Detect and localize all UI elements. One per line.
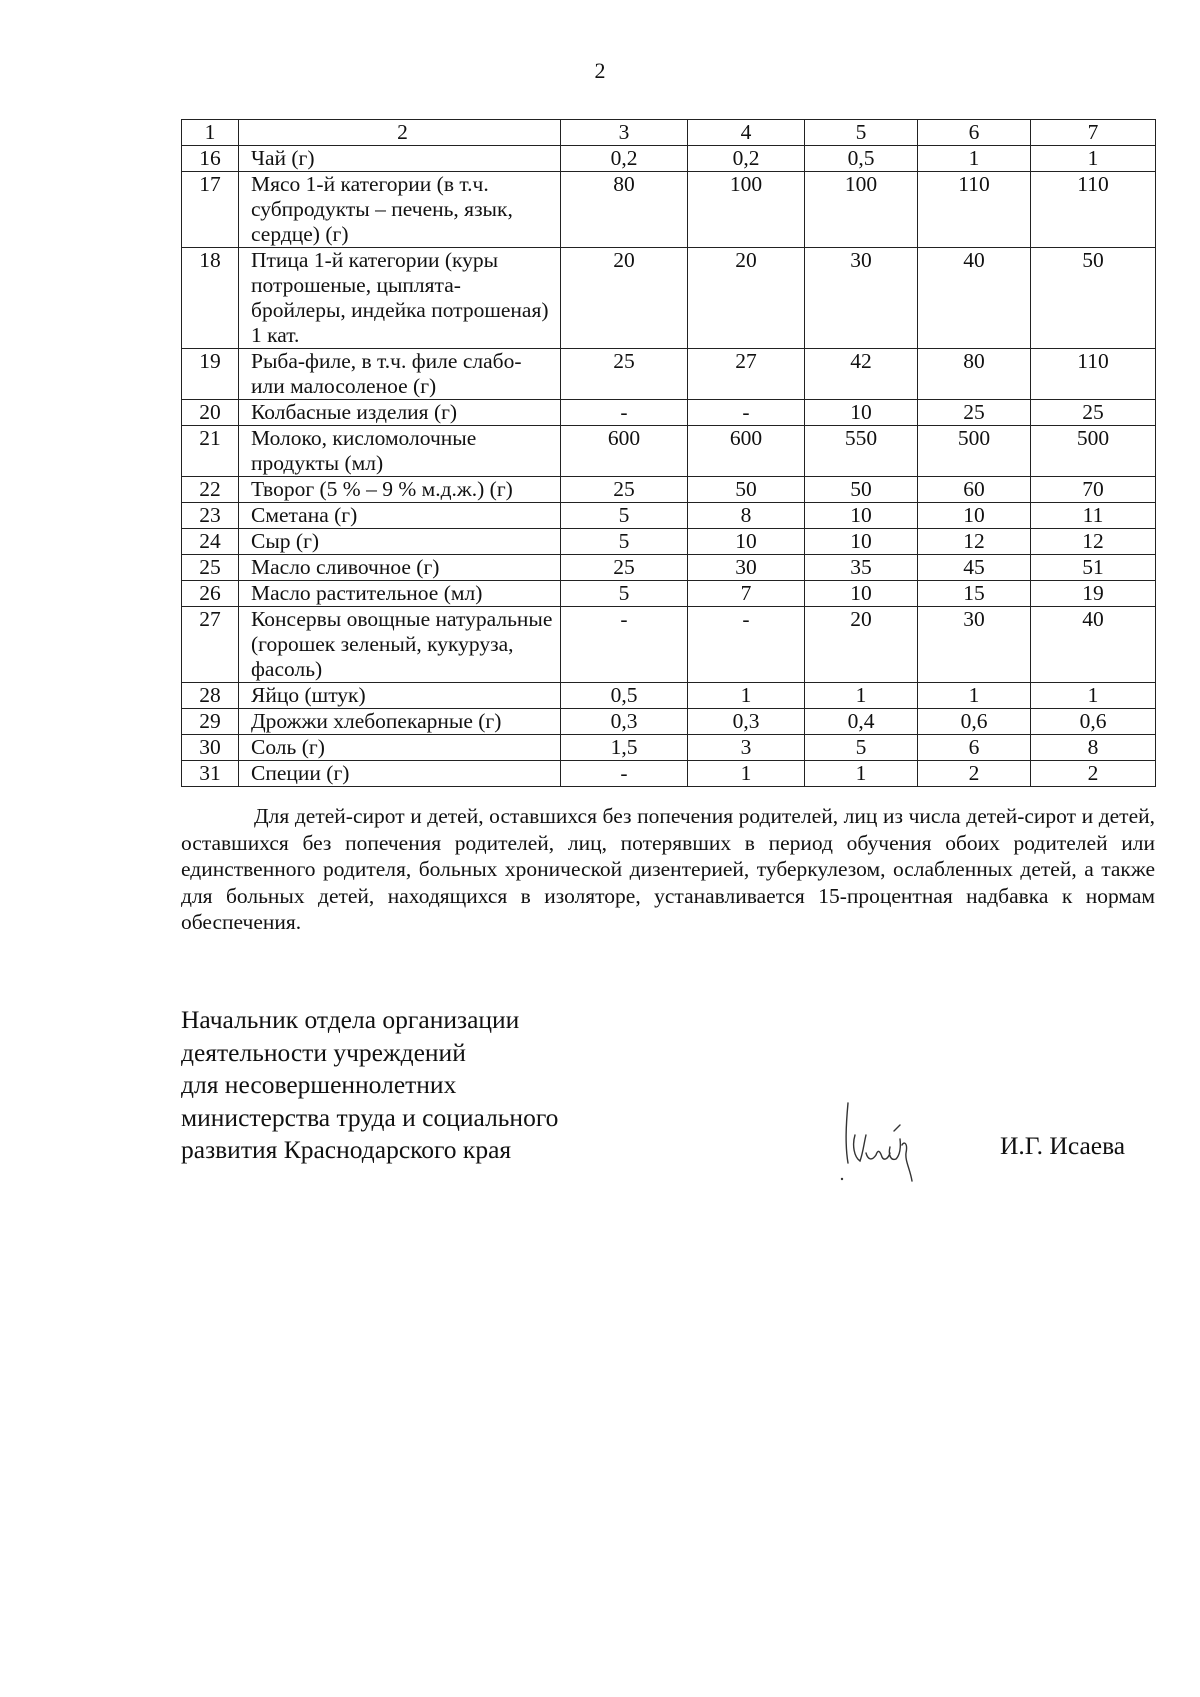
norm-value-cell: 10 [805,529,918,555]
norm-value-cell: 0,2 [688,146,805,172]
table-row [182,426,1156,477]
norm-value-cell: 8 [1031,735,1156,761]
norm-value-cell: 2 [918,761,1031,787]
product-name-cell: Творог (5 % – 9 % м.д.ж.) (г) [239,477,561,503]
row-number-cell: 27 [182,607,239,683]
row-number-cell: 28 [182,683,239,709]
norm-value-cell: 100 [805,172,918,248]
product-name-cell: Птица 1-й категории (куры потрошеные, цыплята-бройлеры, индейка потрошеная) 1 кат. [239,248,561,349]
norm-value-cell: 1 [688,761,805,787]
norm-value-cell: 6 [918,120,1031,146]
product-name-cell: Соль (г) [239,735,561,761]
table-row [182,400,1156,426]
signatory-position-line: деятельности учреждений [181,1037,466,1067]
norm-value-cell: 30 [918,607,1031,683]
norm-value-cell: 110 [1031,349,1156,400]
product-name-cell: Молоко, кисломолочные продукты (мл) [239,426,561,477]
norm-value-cell: 30 [805,248,918,349]
norm-value-cell: 70 [1031,477,1156,503]
table-row [182,349,1156,400]
row-number-cell: 31 [182,761,239,787]
product-name-cell: Мясо 1-й категории (в т.ч. субпродукты – печень, язык, сердце) (г) [239,172,561,248]
table-header-row [182,120,1156,146]
norm-value-cell: 25 [561,477,688,503]
norm-value-cell: 100 [688,172,805,248]
table-row [182,529,1156,555]
norm-value-cell: 45 [918,555,1031,581]
product-name-cell: Рыба-филе, в т.ч. филе слабо- или малосоленое (г) [239,349,561,400]
norm-value-cell: 8 [688,503,805,529]
food-norms-table [181,119,1156,787]
norm-value-cell: 1,5 [561,735,688,761]
norm-value-cell: 30 [688,555,805,581]
signatory-position-line: Начальник отдела организации [181,1005,520,1034]
row-number-cell: 20 [182,400,239,426]
product-name-cell: Консервы овощные натуральные (горошек зеленый, кукуруза, фасоль) [239,607,561,683]
norm-value-cell: 11 [1031,503,1156,529]
table-row [182,607,1156,683]
table-row [182,761,1156,787]
norm-value-cell: 80 [918,349,1031,400]
norm-value-cell: 20 [805,607,918,683]
product-name-cell: Чай (г) [239,146,561,172]
norm-value-cell: 600 [688,426,805,477]
row-number-cell: 21 [182,426,239,477]
norm-value-cell: 12 [1031,529,1156,555]
norm-value-cell: 60 [918,477,1031,503]
norm-value-cell: 0,3 [561,709,688,735]
norm-value-cell: 3 [561,120,688,146]
row-number-cell: 26 [182,581,239,607]
table-row [182,248,1156,349]
product-name-cell: Сметана (г) [239,503,561,529]
product-name-cell: Сыр (г) [239,529,561,555]
norm-value-cell: 6 [918,735,1031,761]
product-name-cell: Дрожжи хлебопекарные (г) [239,709,561,735]
norm-value-cell: 27 [688,349,805,400]
norm-value-cell: 600 [561,426,688,477]
norm-value-cell: 550 [805,426,918,477]
norm-value-cell: 2 [1031,761,1156,787]
norm-value-cell: 20 [561,248,688,349]
product-name-cell: Яйцо (штук) [239,683,561,709]
signatory-position-line: для несовершеннолетних [181,1070,457,1099]
norm-value-cell: 5 [805,735,918,761]
norm-value-cell: 10 [805,503,918,529]
norm-value-cell: 5 [561,529,688,555]
norm-value-cell: 25 [561,349,688,400]
norm-value-cell: 1 [1031,146,1156,172]
table-row [182,555,1156,581]
norm-value-cell: 0,3 [688,709,805,735]
table-row [182,735,1156,761]
norm-value-cell: 10 [805,400,918,426]
norm-value-cell: 25 [561,555,688,581]
table-row [182,503,1156,529]
signer-name: И.Г. Исаева [1000,1131,1126,1160]
norm-value-cell: 0,6 [1031,709,1156,735]
norm-value-cell: 110 [918,172,1031,248]
signatory-position [181,1004,558,1167]
norm-value-cell: 10 [918,503,1031,529]
norm-value-cell: 1 [805,761,918,787]
page-number: 2 [594,58,606,83]
norm-value-cell: 42 [805,349,918,400]
norm-value-cell: 1 [918,146,1031,172]
row-number-cell: 18 [182,248,239,349]
table-row [182,709,1156,735]
signatory-position-line: министерства труда и социального [181,1102,559,1132]
norm-value-cell: 1 [1031,683,1156,709]
table-row [182,477,1156,503]
product-name-cell: Масло растительное (мл) [239,581,561,607]
norm-value-cell: 110 [1031,172,1156,248]
norm-value-cell: 7 [1031,120,1156,146]
norm-value-cell: 12 [918,529,1031,555]
norm-value-cell: 1 [918,683,1031,709]
product-name-cell: 2 [239,120,561,146]
norm-value-cell: 50 [688,477,805,503]
norm-value-cell: 0,6 [918,709,1031,735]
norm-value-cell: 80 [561,172,688,248]
row-number-cell: 25 [182,555,239,581]
row-number-cell: 29 [182,709,239,735]
norm-value-cell: 5 [805,120,918,146]
norm-value-cell: 0,5 [805,146,918,172]
row-number-cell: 30 [182,735,239,761]
norm-value-cell: 40 [918,248,1031,349]
signatory-position-line: развития Краснодарского края [181,1135,512,1164]
row-number-cell: 19 [182,349,239,400]
product-name-cell: Колбасные изделия (г) [239,400,561,426]
norm-value-cell: 10 [805,581,918,607]
norm-value-cell: - [688,400,805,426]
norm-value-cell: 3 [688,735,805,761]
row-number-cell: 22 [182,477,239,503]
norm-value-cell: 25 [1031,400,1156,426]
norm-value-cell: 40 [1031,607,1156,683]
norm-value-cell: 51 [1031,555,1156,581]
norm-value-cell: 5 [561,581,688,607]
norm-value-cell: 4 [688,120,805,146]
table-row [182,683,1156,709]
product-name-cell: Специи (г) [239,761,561,787]
norm-value-cell: 7 [688,581,805,607]
handwritten-signature [830,1095,950,1185]
norm-value-cell: 35 [805,555,918,581]
norm-value-cell: 25 [918,400,1031,426]
norm-value-cell: 20 [688,248,805,349]
row-number-cell: 1 [182,120,239,146]
norm-value-cell: 0,4 [805,709,918,735]
row-number-cell: 17 [182,172,239,248]
norm-value-cell: 50 [805,477,918,503]
norm-value-cell: 1 [688,683,805,709]
norm-value-cell: 19 [1031,581,1156,607]
norm-value-cell: 500 [1031,426,1156,477]
norm-value-cell: 0,2 [561,146,688,172]
row-number-cell: 24 [182,529,239,555]
product-name-cell: Масло сливочное (г) [239,555,561,581]
table-row [182,146,1156,172]
norm-value-cell: - [561,761,688,787]
norm-value-cell: 15 [918,581,1031,607]
norm-value-cell: - [688,607,805,683]
norm-value-cell: 0,5 [561,683,688,709]
table-row [182,581,1156,607]
norm-value-cell: 5 [561,503,688,529]
norm-value-cell: 500 [918,426,1031,477]
norm-value-cell: - [561,400,688,426]
row-number-cell: 23 [182,503,239,529]
norm-value-cell: 10 [688,529,805,555]
surcharge-note: Для детей-сирот и детей, оставшихся без попечения родителей, лиц из числа детей-сирот и детей, оставшихся без попечения родителей, лиц, потерявших в период обучения обоих родителей или единственного родителя, больных хронической дизентерией, туберкулезом, ослабленных детей, а также для больных детей, находящихся в изоляторе, устанавливается 15-процентная надбавка к нормам обеспечения. [181,804,1155,934]
norm-value-cell: 50 [1031,248,1156,349]
norm-value-cell: 1 [805,683,918,709]
norm-value-cell: - [561,607,688,683]
table-row [182,172,1156,248]
row-number-cell: 16 [182,146,239,172]
